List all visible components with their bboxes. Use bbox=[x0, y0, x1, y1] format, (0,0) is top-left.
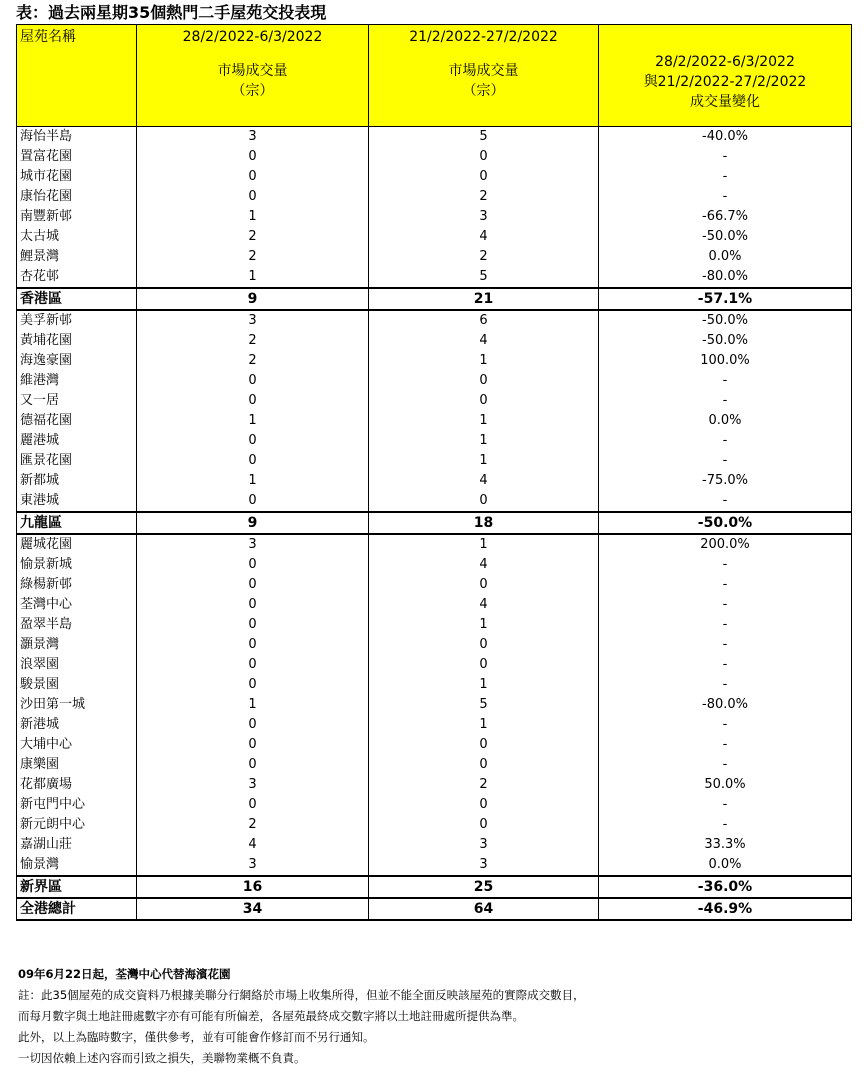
change-cell: - bbox=[599, 635, 852, 655]
estate-name-cell: 新界區 bbox=[17, 876, 137, 898]
volume-period-1-cell: 0 bbox=[137, 187, 369, 207]
table-row bbox=[17, 491, 852, 512]
estate-name-cell: 東港城 bbox=[17, 491, 137, 512]
volume-period-1-cell: 0 bbox=[137, 575, 369, 595]
volume-period-2-cell: 1 bbox=[369, 534, 599, 555]
estate-name-cell: 嘉湖山莊 bbox=[17, 835, 137, 855]
footnote-replacement: 09年6月22日起，荃灣中心代替海濱花園 bbox=[18, 967, 231, 981]
change-cell: - bbox=[599, 655, 852, 675]
volume-period-1-cell: 0 bbox=[137, 371, 369, 391]
estate-name-cell: 麗港城 bbox=[17, 431, 137, 451]
change-cell: - bbox=[599, 735, 852, 755]
table-row bbox=[17, 207, 852, 227]
header-estate-name: 屋苑名稱 bbox=[17, 25, 137, 127]
estate-name-cell: 德福花園 bbox=[17, 411, 137, 431]
change-cell: -40.0% bbox=[599, 127, 852, 148]
estate-name-cell: 新都城 bbox=[17, 471, 137, 491]
footnote-line-5: 一切因依賴上述內容而引致之損失，美聯物業概不負責。 bbox=[18, 1051, 306, 1065]
volume-period-1-cell: 3 bbox=[137, 534, 369, 555]
table-row bbox=[17, 331, 852, 351]
volume-period-2-cell: 0 bbox=[369, 795, 599, 815]
volume-period-2-cell: 0 bbox=[369, 655, 599, 675]
estate-name-cell: 海逸豪園 bbox=[17, 351, 137, 371]
table-row bbox=[17, 855, 852, 876]
estate-name-cell: 新元朗中心 bbox=[17, 815, 137, 835]
volume-period-2-cell: 0 bbox=[369, 147, 599, 167]
volume-period-1-cell: 0 bbox=[137, 735, 369, 755]
header-period-1 bbox=[137, 25, 369, 127]
volume-period-2-cell: 4 bbox=[369, 471, 599, 491]
change-cell: - bbox=[599, 595, 852, 615]
estate-name-cell: 新屯門中心 bbox=[17, 795, 137, 815]
volume-period-1-cell: 2 bbox=[137, 331, 369, 351]
volume-period-1-cell: 0 bbox=[137, 491, 369, 512]
change-cell: - bbox=[599, 187, 852, 207]
change-cell: 0.0% bbox=[599, 247, 852, 267]
estate-name-cell: 灝景灣 bbox=[17, 635, 137, 655]
change-cell: - bbox=[599, 167, 852, 187]
header-period-2-unit: （宗） bbox=[462, 83, 505, 99]
change-cell: -50.0% bbox=[599, 512, 852, 534]
header-change-line-3: 成交量變化 bbox=[690, 93, 760, 110]
district-subtotal-row bbox=[17, 288, 852, 310]
volume-period-1-cell: 0 bbox=[137, 655, 369, 675]
volume-period-1-cell: 34 bbox=[137, 898, 369, 920]
table-row bbox=[17, 310, 852, 331]
volume-period-1-cell: 0 bbox=[137, 675, 369, 695]
volume-period-2-cell: 1 bbox=[369, 675, 599, 695]
volume-period-1-cell: 1 bbox=[137, 471, 369, 491]
estate-name-cell: 九龍區 bbox=[17, 512, 137, 534]
estate-name-cell: 香港區 bbox=[17, 288, 137, 310]
change-cell: - bbox=[599, 815, 852, 835]
change-cell: - bbox=[599, 675, 852, 695]
table-row bbox=[17, 534, 852, 555]
change-cell: - bbox=[599, 431, 852, 451]
volume-period-1-cell: 3 bbox=[137, 310, 369, 331]
table-row bbox=[17, 715, 852, 735]
volume-period-2-cell: 0 bbox=[369, 391, 599, 411]
table-row bbox=[17, 735, 852, 755]
estate-name-cell: 盈翠半島 bbox=[17, 615, 137, 635]
header-change-line-2: 與21/2/2022-27/2/2022 bbox=[643, 73, 807, 90]
volume-period-2-cell: 0 bbox=[369, 491, 599, 512]
transactions-table bbox=[16, 24, 852, 921]
change-cell: 100.0% bbox=[599, 351, 852, 371]
table-row bbox=[17, 835, 852, 855]
volume-period-1-cell: 0 bbox=[137, 451, 369, 471]
table-row bbox=[17, 595, 852, 615]
volume-period-1-cell: 16 bbox=[137, 876, 369, 898]
volume-period-2-cell: 1 bbox=[369, 615, 599, 635]
change-cell: - bbox=[599, 755, 852, 775]
volume-period-1-cell: 0 bbox=[137, 391, 369, 411]
volume-period-1-cell: 4 bbox=[137, 835, 369, 855]
volume-period-2-cell: 1 bbox=[369, 451, 599, 471]
change-cell: 50.0% bbox=[599, 775, 852, 795]
volume-period-1-cell: 0 bbox=[137, 615, 369, 635]
change-cell: - bbox=[599, 615, 852, 635]
estate-name-cell: 又一居 bbox=[17, 391, 137, 411]
table-row bbox=[17, 451, 852, 471]
table-body bbox=[17, 127, 852, 921]
estate-name-cell: 綠楊新邨 bbox=[17, 575, 137, 595]
estate-name-cell: 康樂園 bbox=[17, 755, 137, 775]
table-row bbox=[17, 795, 852, 815]
volume-period-2-cell: 2 bbox=[369, 247, 599, 267]
change-cell: - bbox=[599, 391, 852, 411]
estate-name-cell: 城市花園 bbox=[17, 167, 137, 187]
estate-name-cell: 康怡花園 bbox=[17, 187, 137, 207]
volume-period-1-cell: 3 bbox=[137, 127, 369, 148]
change-cell: - bbox=[599, 795, 852, 815]
change-cell: -75.0% bbox=[599, 471, 852, 491]
change-cell: 200.0% bbox=[599, 534, 852, 555]
footnote-line-3: 而每月數字與土地註冊處數字亦有可能有所偏差，各屋苑最終成交數字將以土地註冊處所提供為準。 bbox=[18, 1009, 524, 1023]
header-period-2-volume-label: 市場成交量 bbox=[448, 63, 519, 79]
estate-name-cell: 鯉景灣 bbox=[17, 247, 137, 267]
change-cell: -50.0% bbox=[599, 227, 852, 247]
header-period-1-volume-label: 市場成交量 bbox=[217, 63, 288, 79]
header-change-line-1: 28/2/2022-6/3/2022 bbox=[655, 53, 795, 70]
estate-name-cell: 維港灣 bbox=[17, 371, 137, 391]
estate-name-cell: 太古城 bbox=[17, 227, 137, 247]
volume-period-2-cell: 0 bbox=[369, 371, 599, 391]
change-cell: -80.0% bbox=[599, 267, 852, 288]
volume-period-2-cell: 18 bbox=[369, 512, 599, 534]
estate-name-cell: 花都廣場 bbox=[17, 775, 137, 795]
table-title: 表：過去兩星期35個熱門二手屋苑交投表現 bbox=[16, 3, 327, 22]
table-row bbox=[17, 431, 852, 451]
estate-name-cell: 美孚新邨 bbox=[17, 310, 137, 331]
grand-total-row bbox=[17, 898, 852, 920]
table-row bbox=[17, 187, 852, 207]
change-cell: 0.0% bbox=[599, 855, 852, 876]
volume-period-1-cell: 2 bbox=[137, 247, 369, 267]
table-row bbox=[17, 575, 852, 595]
estate-name-cell: 愉景灣 bbox=[17, 855, 137, 876]
volume-period-1-cell: 0 bbox=[137, 595, 369, 615]
estate-name-cell: 駿景園 bbox=[17, 675, 137, 695]
table-row bbox=[17, 635, 852, 655]
table-row bbox=[17, 471, 852, 491]
volume-period-1-cell: 1 bbox=[137, 267, 369, 288]
estate-name-cell: 麗城花園 bbox=[17, 534, 137, 555]
volume-period-2-cell: 3 bbox=[369, 855, 599, 876]
table-row bbox=[17, 411, 852, 431]
footnotes bbox=[18, 964, 858, 1069]
volume-period-1-cell: 0 bbox=[137, 715, 369, 735]
volume-period-1-cell: 9 bbox=[137, 512, 369, 534]
change-cell: -66.7% bbox=[599, 207, 852, 227]
change-cell: - bbox=[599, 147, 852, 167]
header-period-2-dates: 21/2/2022-27/2/2022 bbox=[409, 29, 558, 45]
volume-period-2-cell: 1 bbox=[369, 715, 599, 735]
table-row bbox=[17, 127, 852, 148]
volume-period-1-cell: 2 bbox=[137, 815, 369, 835]
footnote-line-2: 註：此35個屋苑的成交資料乃根據美聯分行網絡於市場上收集所得，但並不能全面反映該屋苑的實際成交數目， bbox=[18, 988, 585, 1002]
estate-name-cell: 南豐新邨 bbox=[17, 207, 137, 227]
volume-period-2-cell: 64 bbox=[369, 898, 599, 920]
volume-period-1-cell: 2 bbox=[137, 227, 369, 247]
volume-period-2-cell: 5 bbox=[369, 127, 599, 148]
volume-period-1-cell: 0 bbox=[137, 431, 369, 451]
volume-period-2-cell: 4 bbox=[369, 595, 599, 615]
header-change bbox=[599, 25, 852, 127]
estate-name-cell: 新港城 bbox=[17, 715, 137, 735]
table-row bbox=[17, 167, 852, 187]
footnote-line-4: 此外，以上為臨時數字，僅供參考，並有可能會作修訂而不另行通知。 bbox=[18, 1030, 375, 1044]
table-row bbox=[17, 351, 852, 371]
volume-period-1-cell: 1 bbox=[137, 411, 369, 431]
table-row bbox=[17, 775, 852, 795]
table-row bbox=[17, 227, 852, 247]
table-row bbox=[17, 247, 852, 267]
change-cell: - bbox=[599, 555, 852, 575]
change-cell: -80.0% bbox=[599, 695, 852, 715]
volume-period-2-cell: 0 bbox=[369, 575, 599, 595]
change-cell: - bbox=[599, 491, 852, 512]
district-subtotal-row bbox=[17, 512, 852, 534]
change-cell: 33.3% bbox=[599, 835, 852, 855]
volume-period-1-cell: 1 bbox=[137, 207, 369, 227]
volume-period-2-cell: 5 bbox=[369, 267, 599, 288]
estate-name-cell: 愉景新城 bbox=[17, 555, 137, 575]
volume-period-2-cell: 1 bbox=[369, 411, 599, 431]
volume-period-1-cell: 0 bbox=[137, 167, 369, 187]
volume-period-2-cell: 4 bbox=[369, 227, 599, 247]
change-cell: -46.9% bbox=[599, 898, 852, 920]
table-row bbox=[17, 815, 852, 835]
change-cell: 0.0% bbox=[599, 411, 852, 431]
table-row bbox=[17, 655, 852, 675]
estate-name-cell: 荃灣中心 bbox=[17, 595, 137, 615]
header-period-1-unit: （宗） bbox=[231, 83, 274, 99]
change-cell: - bbox=[599, 575, 852, 595]
volume-period-2-cell: 1 bbox=[369, 351, 599, 371]
volume-period-2-cell: 0 bbox=[369, 735, 599, 755]
volume-period-1-cell: 9 bbox=[137, 288, 369, 310]
table-row bbox=[17, 371, 852, 391]
volume-period-2-cell: 2 bbox=[369, 775, 599, 795]
estate-name-cell: 匯景花園 bbox=[17, 451, 137, 471]
table-row bbox=[17, 675, 852, 695]
volume-period-1-cell: 0 bbox=[137, 555, 369, 575]
volume-period-1-cell: 1 bbox=[137, 695, 369, 715]
header-period-1-dates: 28/2/2022-6/3/2022 bbox=[182, 29, 323, 45]
estate-name-cell: 全港總計 bbox=[17, 898, 137, 920]
volume-period-2-cell: 4 bbox=[369, 555, 599, 575]
estate-name-cell: 海怡半島 bbox=[17, 127, 137, 148]
table-row bbox=[17, 555, 852, 575]
table-header-row bbox=[17, 25, 852, 127]
volume-period-1-cell: 3 bbox=[137, 775, 369, 795]
change-cell: -57.1% bbox=[599, 288, 852, 310]
volume-period-2-cell: 0 bbox=[369, 167, 599, 187]
volume-period-2-cell: 4 bbox=[369, 331, 599, 351]
change-cell: -50.0% bbox=[599, 331, 852, 351]
volume-period-1-cell: 3 bbox=[137, 855, 369, 876]
estate-name-cell: 置富花園 bbox=[17, 147, 137, 167]
volume-period-2-cell: 3 bbox=[369, 835, 599, 855]
volume-period-2-cell: 6 bbox=[369, 310, 599, 331]
header-period-2 bbox=[369, 25, 599, 127]
volume-period-2-cell: 21 bbox=[369, 288, 599, 310]
volume-period-2-cell: 2 bbox=[369, 187, 599, 207]
volume-period-1-cell: 2 bbox=[137, 351, 369, 371]
change-cell: - bbox=[599, 715, 852, 735]
table-row bbox=[17, 695, 852, 715]
volume-period-2-cell: 5 bbox=[369, 695, 599, 715]
volume-period-1-cell: 0 bbox=[137, 635, 369, 655]
estate-name-cell: 沙田第一城 bbox=[17, 695, 137, 715]
volume-period-2-cell: 3 bbox=[369, 207, 599, 227]
estate-name-cell: 大埔中心 bbox=[17, 735, 137, 755]
table-row bbox=[17, 391, 852, 411]
volume-period-2-cell: 1 bbox=[369, 431, 599, 451]
change-cell: - bbox=[599, 451, 852, 471]
volume-period-2-cell: 25 bbox=[369, 876, 599, 898]
change-cell: -36.0% bbox=[599, 876, 852, 898]
table-row bbox=[17, 147, 852, 167]
table-row bbox=[17, 755, 852, 775]
volume-period-1-cell: 0 bbox=[137, 147, 369, 167]
table-row bbox=[17, 615, 852, 635]
change-cell: - bbox=[599, 371, 852, 391]
volume-period-2-cell: 0 bbox=[369, 755, 599, 775]
estate-name-cell: 浪翠園 bbox=[17, 655, 137, 675]
volume-period-2-cell: 0 bbox=[369, 635, 599, 655]
district-subtotal-row bbox=[17, 876, 852, 898]
volume-period-2-cell: 0 bbox=[369, 815, 599, 835]
change-cell: -50.0% bbox=[599, 310, 852, 331]
volume-period-1-cell: 0 bbox=[137, 755, 369, 775]
volume-period-1-cell: 0 bbox=[137, 795, 369, 815]
estate-name-cell: 黃埔花園 bbox=[17, 331, 137, 351]
table-row bbox=[17, 267, 852, 288]
estate-name-cell: 杏花邨 bbox=[17, 267, 137, 288]
